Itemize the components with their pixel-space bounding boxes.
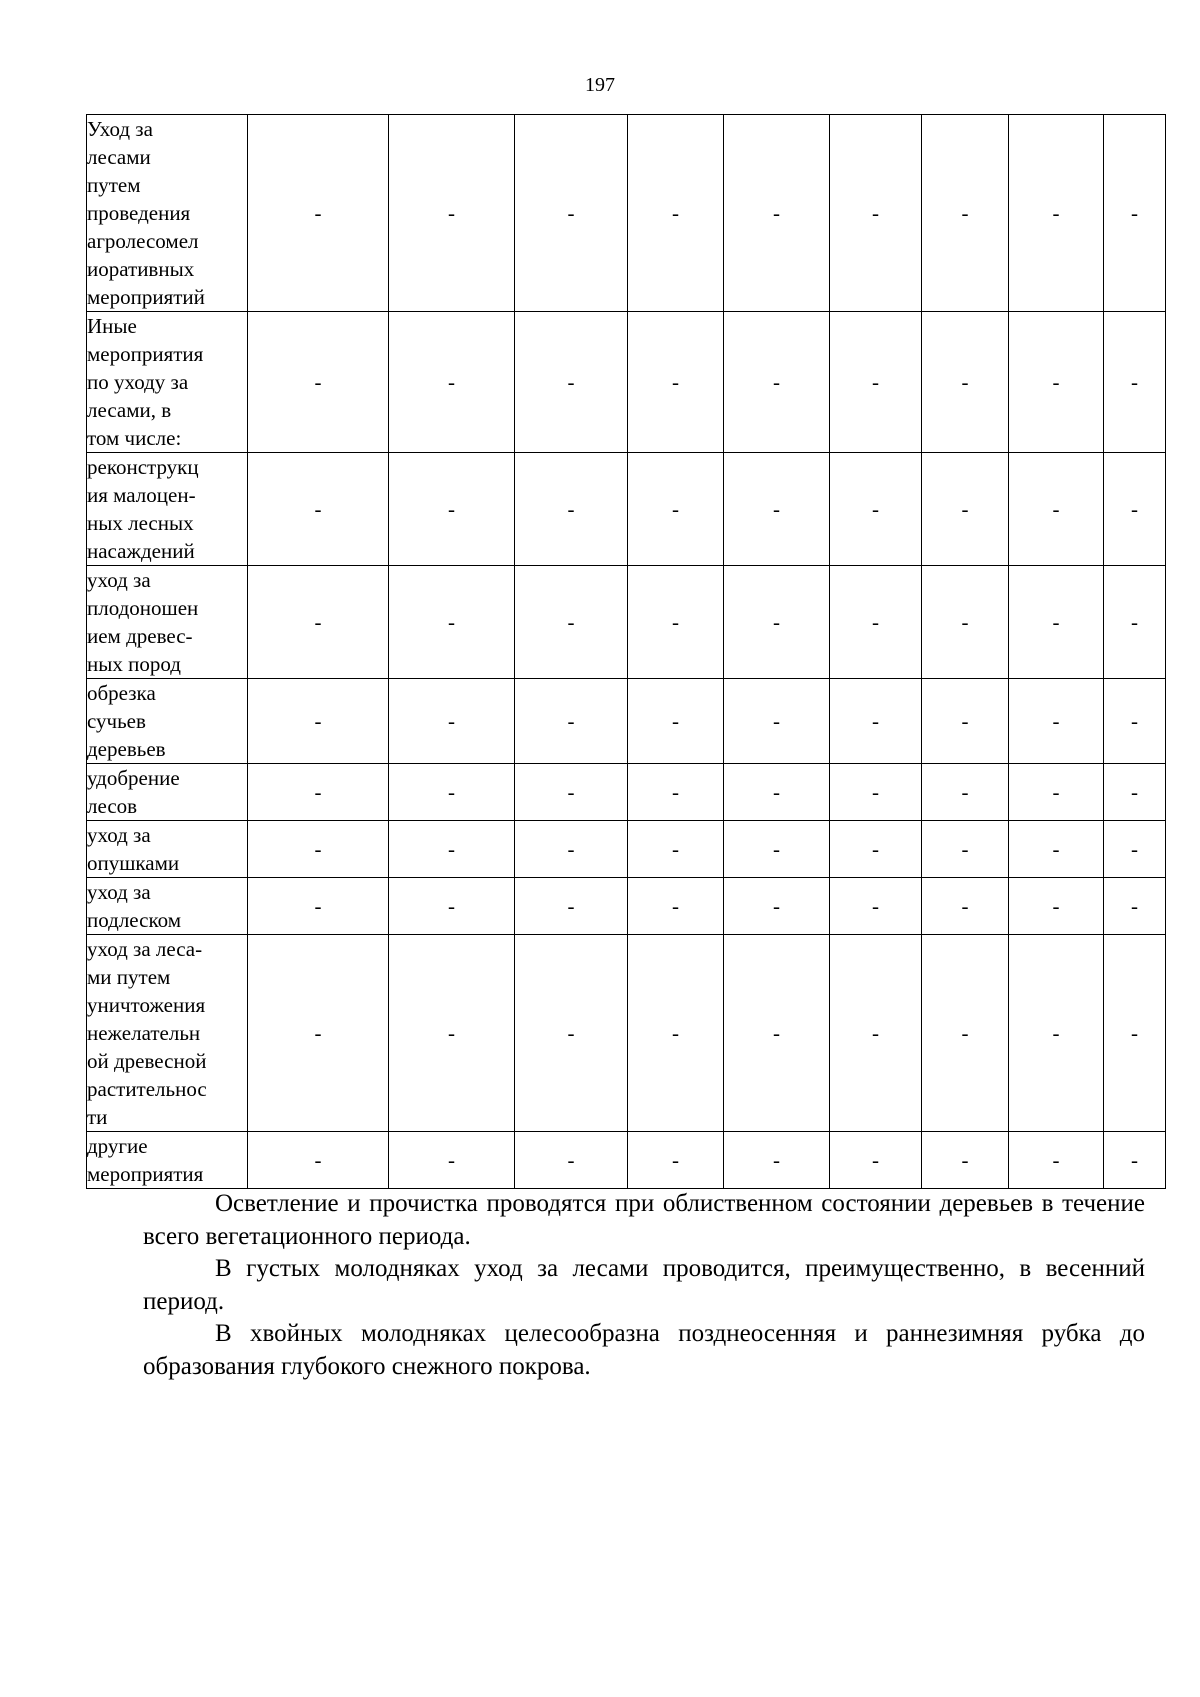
- value-cell: -: [724, 453, 830, 566]
- table-row: [87, 453, 1166, 566]
- value-cell: -: [515, 566, 628, 679]
- value-cell: -: [830, 1132, 922, 1189]
- value-cell: -: [922, 312, 1009, 453]
- value-cell: -: [1104, 115, 1166, 312]
- value-cell: -: [628, 935, 724, 1132]
- value-cell: -: [248, 566, 389, 679]
- value-cell: -: [922, 764, 1009, 821]
- value-cell: -: [830, 821, 922, 878]
- row-label-cell: уход за опушками: [87, 821, 248, 878]
- value-cell: -: [830, 115, 922, 312]
- value-cell: -: [724, 821, 830, 878]
- paragraph: В хвойных молодняках целесообразна позднеосенняя и раннезимняя рубка до образования глубокого снежного покрова.: [143, 1320, 1145, 1380]
- value-cell: -: [248, 312, 389, 453]
- value-cell: -: [724, 1132, 830, 1189]
- value-cell: -: [1009, 821, 1104, 878]
- value-cell: -: [628, 878, 724, 935]
- row-label-cell: Уход за лесами путем проведения агролесомел иоративных мероприятий: [87, 115, 248, 312]
- value-cell: -: [1009, 679, 1104, 764]
- table-row: [87, 878, 1166, 935]
- value-cell: -: [1104, 453, 1166, 566]
- table-row: [87, 566, 1166, 679]
- value-cell: -: [724, 566, 830, 679]
- value-cell: -: [628, 1132, 724, 1189]
- value-cell: -: [724, 935, 830, 1132]
- table-row: [87, 312, 1166, 453]
- value-cell: -: [628, 566, 724, 679]
- value-cell: -: [724, 312, 830, 453]
- value-cell: -: [1104, 878, 1166, 935]
- page-number: 197: [585, 74, 615, 96]
- value-cell: -: [389, 115, 515, 312]
- forest-care-activities-table: [86, 114, 1166, 1189]
- value-cell: -: [389, 312, 515, 453]
- value-cell: -: [628, 821, 724, 878]
- value-cell: -: [248, 878, 389, 935]
- value-cell: -: [248, 679, 389, 764]
- value-cell: -: [628, 312, 724, 453]
- value-cell: -: [922, 1132, 1009, 1189]
- value-cell: -: [628, 115, 724, 312]
- value-cell: -: [389, 1132, 515, 1189]
- value-cell: -: [1104, 821, 1166, 878]
- value-cell: -: [515, 312, 628, 453]
- value-cell: -: [1009, 878, 1104, 935]
- value-cell: -: [389, 679, 515, 764]
- value-cell: -: [1104, 935, 1166, 1132]
- value-cell: -: [1009, 764, 1104, 821]
- value-cell: -: [248, 764, 389, 821]
- value-cell: -: [922, 453, 1009, 566]
- value-cell: -: [922, 115, 1009, 312]
- value-cell: -: [1009, 1132, 1104, 1189]
- value-cell: -: [830, 312, 922, 453]
- value-cell: -: [1009, 312, 1104, 453]
- value-cell: -: [248, 115, 389, 312]
- value-cell: -: [830, 935, 922, 1132]
- value-cell: -: [724, 878, 830, 935]
- value-cell: -: [248, 821, 389, 878]
- row-label-cell: уход за подлеском: [87, 878, 248, 935]
- value-cell: -: [515, 453, 628, 566]
- value-cell: -: [628, 453, 724, 566]
- value-cell: -: [389, 935, 515, 1132]
- value-cell: -: [248, 453, 389, 566]
- value-cell: -: [1009, 566, 1104, 679]
- table-row: [87, 821, 1166, 878]
- value-cell: -: [1009, 115, 1104, 312]
- value-cell: -: [830, 764, 922, 821]
- table-row: [87, 764, 1166, 821]
- value-cell: -: [1104, 679, 1166, 764]
- table-body: [87, 115, 1166, 1189]
- value-cell: -: [515, 821, 628, 878]
- value-cell: -: [922, 935, 1009, 1132]
- table-row: [87, 1132, 1166, 1189]
- table-row: [87, 679, 1166, 764]
- table-row: [87, 115, 1166, 312]
- value-cell: -: [922, 878, 1009, 935]
- value-cell: -: [1104, 312, 1166, 453]
- row-label-cell: другие мероприятия: [87, 1132, 248, 1189]
- row-label-cell: удобрение лесов: [87, 764, 248, 821]
- value-cell: -: [389, 878, 515, 935]
- value-cell: -: [922, 566, 1009, 679]
- row-label-cell: реконструкц ия малоцен- ных лесных насаждений: [87, 453, 248, 566]
- value-cell: -: [389, 453, 515, 566]
- value-cell: -: [1104, 566, 1166, 679]
- value-cell: -: [628, 764, 724, 821]
- paragraph: В густых молодняках уход за лесами проводится, преимущественно, в весенний период.: [143, 1255, 1145, 1315]
- value-cell: -: [830, 566, 922, 679]
- value-cell: -: [515, 764, 628, 821]
- value-cell: -: [515, 115, 628, 312]
- value-cell: -: [248, 935, 389, 1132]
- value-cell: -: [515, 679, 628, 764]
- value-cell: -: [724, 679, 830, 764]
- row-label-cell: Иные мероприятия по уходу за лесами, в том числе:: [87, 312, 248, 453]
- value-cell: -: [1104, 1132, 1166, 1189]
- value-cell: -: [515, 1132, 628, 1189]
- value-cell: -: [628, 679, 724, 764]
- value-cell: -: [248, 1132, 389, 1189]
- row-label-cell: обрезка сучьев деревьев: [87, 679, 248, 764]
- row-label-cell: уход за плодоношен ием древес- ных пород: [87, 566, 248, 679]
- value-cell: -: [922, 679, 1009, 764]
- paragraph: Осветление и прочистка проводятся при облиственном состоянии деревьев в течение всего вегетационного периода.: [143, 1190, 1145, 1250]
- body-text: [143, 1188, 1145, 1383]
- value-cell: -: [830, 679, 922, 764]
- value-cell: -: [1104, 764, 1166, 821]
- value-cell: -: [389, 764, 515, 821]
- value-cell: -: [922, 821, 1009, 878]
- row-label-cell: уход за леса- ми путем уничтожения нежелательн ой древесной растительнос ти: [87, 935, 248, 1132]
- value-cell: -: [515, 935, 628, 1132]
- value-cell: -: [830, 453, 922, 566]
- value-cell: -: [724, 115, 830, 312]
- value-cell: -: [1009, 935, 1104, 1132]
- value-cell: -: [389, 821, 515, 878]
- value-cell: -: [724, 764, 830, 821]
- value-cell: -: [389, 566, 515, 679]
- value-cell: -: [1009, 453, 1104, 566]
- table-row: [87, 935, 1166, 1132]
- value-cell: -: [830, 878, 922, 935]
- value-cell: -: [515, 878, 628, 935]
